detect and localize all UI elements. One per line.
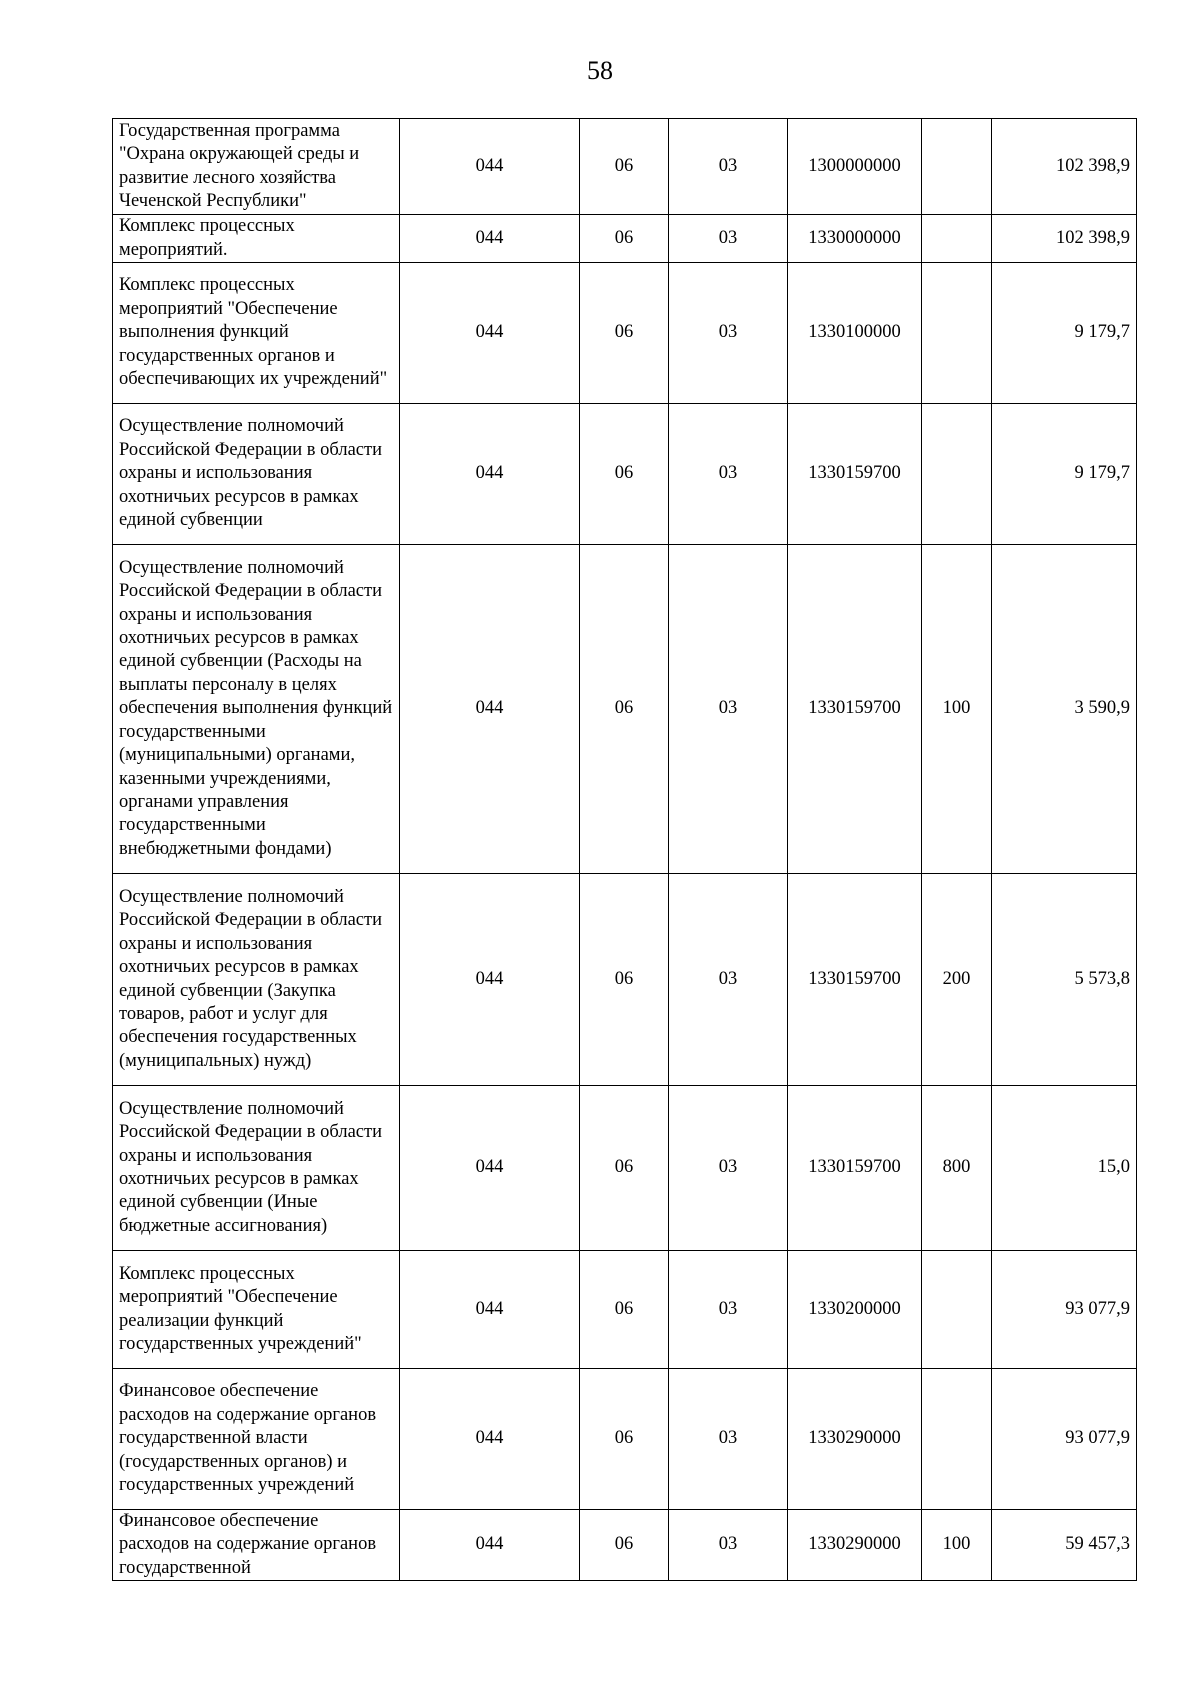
- expense-type-cell: [922, 119, 992, 215]
- expense-type-cell: [922, 215, 992, 263]
- ministry-code-cell: 044: [400, 263, 580, 404]
- amount-cell: 5 573,8: [992, 874, 1137, 1086]
- ministry-code-cell: 044: [400, 545, 580, 874]
- amount-cell: 3 590,9: [992, 545, 1137, 874]
- section-code-cell: 06: [580, 1086, 669, 1251]
- table-row: [113, 1251, 1137, 1369]
- ministry-code-cell: 044: [400, 1510, 580, 1581]
- table-row: [113, 1369, 1137, 1510]
- expense-type-cell: 800: [922, 1086, 992, 1251]
- row-name-cell: Осуществление полномочий Российской Федерации в области охраны и использования охотничьих ресурсов в рамках единой субвенции (Расходы на выплаты персоналу в целях обеспечения выполнения функций государственными (муниципальными) органами, казенными учреждениями, органами управления государственными внебюджетными фондами): [113, 545, 400, 874]
- row-name-cell: Комплекс процессных мероприятий "Обеспечение реализации функций государственных учреждений": [113, 1251, 400, 1369]
- row-name-cell: Финансовое обеспечение расходов на содержание органов государственной: [113, 1510, 400, 1581]
- amount-cell: 9 179,7: [992, 263, 1137, 404]
- row-name-cell: Комплекс процессных мероприятий.: [113, 215, 400, 263]
- expense-type-cell: 100: [922, 545, 992, 874]
- subsection-code-cell: 03: [669, 1251, 788, 1369]
- subsection-code-cell: 03: [669, 119, 788, 215]
- subsection-code-cell: 03: [669, 263, 788, 404]
- subsection-code-cell: 03: [669, 1510, 788, 1581]
- section-code-cell: 06: [580, 263, 669, 404]
- target-article-cell: 1330159700: [788, 404, 922, 545]
- subsection-code-cell: 03: [669, 215, 788, 263]
- budget-table-body: [113, 119, 1137, 1581]
- amount-cell: 9 179,7: [992, 404, 1137, 545]
- expense-type-cell: [922, 263, 992, 404]
- target-article-cell: 1330100000: [788, 263, 922, 404]
- target-article-cell: 1330290000: [788, 1510, 922, 1581]
- row-name-cell: Осуществление полномочий Российской Федерации в области охраны и использования охотничьих ресурсов в рамках единой субвенции: [113, 404, 400, 545]
- section-code-cell: 06: [580, 404, 669, 545]
- ministry-code-cell: 044: [400, 404, 580, 545]
- ministry-code-cell: 044: [400, 215, 580, 263]
- amount-cell: 93 077,9: [992, 1251, 1137, 1369]
- table-row: [113, 1510, 1137, 1581]
- row-name-cell: Финансовое обеспечение расходов на содержание органов государственной власти (государственных органов) и государственных учреждений: [113, 1369, 400, 1510]
- amount-cell: 102 398,9: [992, 215, 1137, 263]
- table-row: [113, 263, 1137, 404]
- target-article-cell: 1330159700: [788, 545, 922, 874]
- ministry-code-cell: 044: [400, 874, 580, 1086]
- row-name-cell: Осуществление полномочий Российской Федерации в области охраны и использования охотничьих ресурсов в рамках единой субвенции (Иные бюджетные ассигнования): [113, 1086, 400, 1251]
- section-code-cell: 06: [580, 119, 669, 215]
- table-row: [113, 874, 1137, 1086]
- section-code-cell: 06: [580, 1510, 669, 1581]
- amount-cell: 93 077,9: [992, 1369, 1137, 1510]
- amount-cell: 15,0: [992, 1086, 1137, 1251]
- table-row: [113, 545, 1137, 874]
- table-row: [113, 119, 1137, 215]
- table-row: [113, 1086, 1137, 1251]
- expense-type-cell: 100: [922, 1510, 992, 1581]
- expense-type-cell: [922, 1251, 992, 1369]
- budget-table: [112, 118, 1137, 1581]
- subsection-code-cell: 03: [669, 545, 788, 874]
- table-row: [113, 215, 1137, 263]
- subsection-code-cell: 03: [669, 404, 788, 545]
- ministry-code-cell: 044: [400, 1086, 580, 1251]
- section-code-cell: 06: [580, 1251, 669, 1369]
- target-article-cell: 1300000000: [788, 119, 922, 215]
- subsection-code-cell: 03: [669, 874, 788, 1086]
- ministry-code-cell: 044: [400, 1251, 580, 1369]
- table-row: [113, 404, 1137, 545]
- ministry-code-cell: 044: [400, 119, 580, 215]
- target-article-cell: 1330159700: [788, 874, 922, 1086]
- row-name-cell: Осуществление полномочий Российской Федерации в области охраны и использования охотничьих ресурсов в рамках единой субвенции (Закупка товаров, работ и услуг для обеспечения государственных (муниципальных) нужд): [113, 874, 400, 1086]
- row-name-cell: Государственная программа "Охрана окружающей среды и развитие лесного хозяйства Чеченской Республики": [113, 119, 400, 215]
- section-code-cell: 06: [580, 874, 669, 1086]
- target-article-cell: 1330000000: [788, 215, 922, 263]
- expense-type-cell: [922, 1369, 992, 1510]
- page-number: 58: [587, 56, 613, 85]
- subsection-code-cell: 03: [669, 1369, 788, 1510]
- target-article-cell: 1330159700: [788, 1086, 922, 1251]
- amount-cell: 59 457,3: [992, 1510, 1137, 1581]
- section-code-cell: 06: [580, 1369, 669, 1510]
- amount-cell: 102 398,9: [992, 119, 1137, 215]
- ministry-code-cell: 044: [400, 1369, 580, 1510]
- subsection-code-cell: 03: [669, 1086, 788, 1251]
- expense-type-cell: 200: [922, 874, 992, 1086]
- section-code-cell: 06: [580, 545, 669, 874]
- section-code-cell: 06: [580, 215, 669, 263]
- row-name-cell: Комплекс процессных мероприятий "Обеспечение выполнения функций государственных органов и обеспечивающих их учреждений": [113, 263, 400, 404]
- expense-type-cell: [922, 404, 992, 545]
- target-article-cell: 1330290000: [788, 1369, 922, 1510]
- target-article-cell: 1330200000: [788, 1251, 922, 1369]
